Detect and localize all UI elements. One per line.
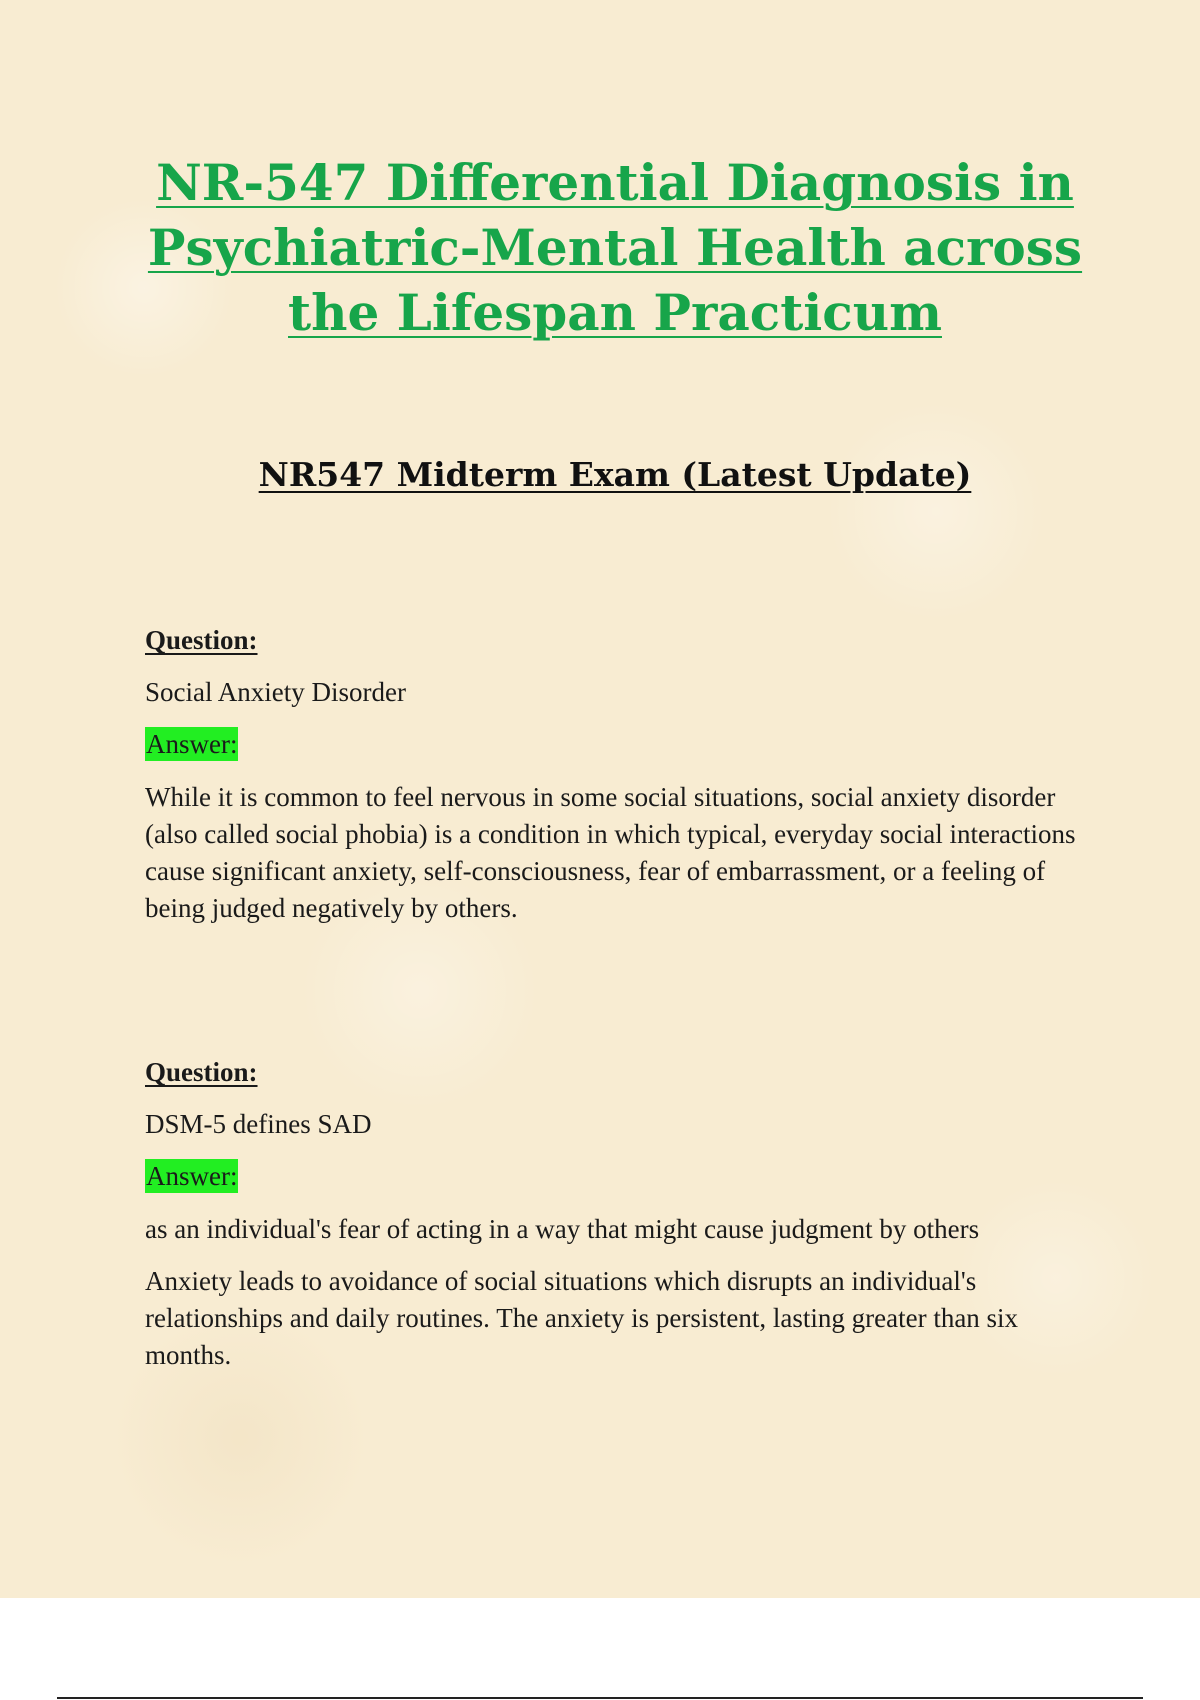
question-text: DSM-5 defines SAD [145,1109,372,1139]
question-label: Question: [145,1057,258,1087]
answer-text: as an individual's fear of acting in a way that might cause judgment by others [145,1214,980,1244]
title-line-3: the Lifespan Practicum [288,283,942,342]
document-title [120,150,1110,345]
qa-block-2 [145,1055,1095,1374]
question-text: Social Anxiety Disorder [145,677,406,707]
title-line-1: NR-547 Differential Diagnosis in [156,153,1074,212]
subtitle-text: NR547 Midterm Exam (Latest Update) [258,455,972,494]
title-line-2: Psychiatric-Mental Health across [147,218,1083,277]
answer-extra-text: Anxiety leads to avoidance of social situations which disrupts an individual's relationships and daily routines. The anxiety is persistent, lasting greater than six months. [145,1266,1019,1370]
answer-text: While it is common to feel nervous in some social situations, social anxiety disorder (also called social phobia) is a condition in which typical, everyday social interactions cause significant anxiety, self-consciousness, fear of embarrassment, or a feeling of being judged negatively by others. [145,782,1076,923]
footer-divider [57,1697,1143,1699]
question-label: Question: [145,625,258,655]
document-subtitle [120,453,1110,497]
answer-label: Answer: [146,729,238,759]
answer-label: Answer: [146,1161,238,1191]
qa-block-1 [145,623,1095,927]
